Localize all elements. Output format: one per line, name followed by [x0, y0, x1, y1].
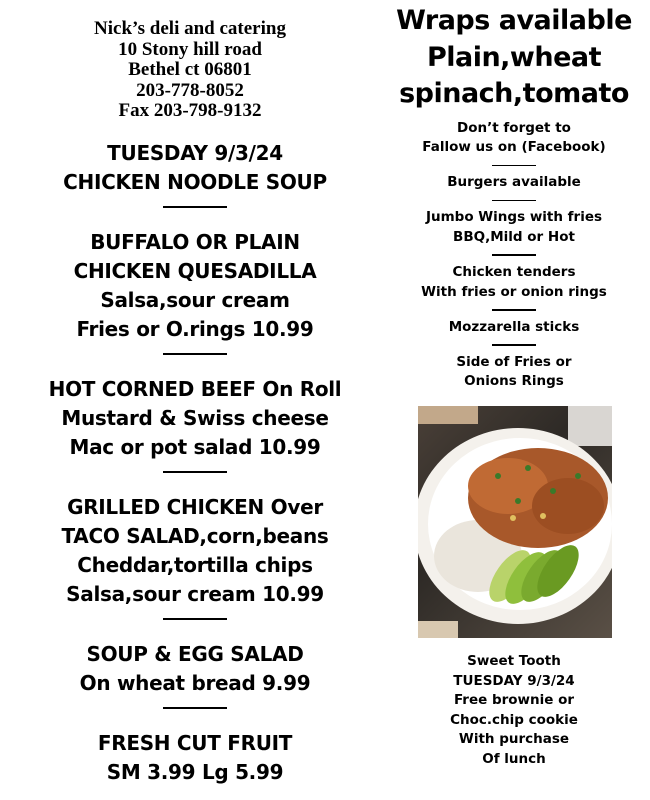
special-line: Mac or pot salad 10.99: [69, 434, 321, 459]
side-line: Onions Rings: [464, 373, 564, 390]
special-line: Salsa,sour cream 10.99: [66, 581, 324, 606]
special-line: CHICKEN QUESADILLA: [73, 258, 317, 283]
side-line: Burgers available: [447, 174, 581, 191]
special-soup-egg-salad: [0, 640, 390, 698]
side-line: BBQ,Mild or Hot: [453, 228, 575, 245]
special-line: GRILLED CHICKEN Over: [67, 494, 323, 519]
special-corned-beef: [0, 375, 390, 462]
side-tenders: [378, 263, 650, 302]
special-line: Mustard & Swiss cheese: [61, 405, 329, 430]
business-city: Bethel ct 06801: [128, 59, 252, 80]
side-line: With fries or onion rings: [421, 283, 607, 300]
wraps-line: Wraps available: [396, 5, 632, 36]
sweet-line: Of lunch: [482, 750, 546, 767]
business-name: Nick’s deli and catering: [94, 18, 286, 39]
divider: [163, 618, 227, 620]
sweet-line: TUESDAY 9/3/24: [453, 672, 575, 689]
business-fax: Fax 203-798-9132: [118, 100, 262, 121]
side-line: Jumbo Wings with fries: [425, 209, 603, 226]
facebook-note: [378, 119, 650, 158]
wraps-line: spinach,tomato: [399, 78, 629, 109]
facebook-line: Fallow us on (Facebook): [422, 139, 606, 156]
sweet-line: Sweet Tooth: [467, 652, 561, 669]
sweet-line: Free brownie or: [453, 692, 575, 709]
special-fruit: [0, 729, 390, 787]
sweet-line: Choc.chip cookie: [450, 711, 578, 728]
special-line: HOT CORNED BEEF On Roll: [48, 376, 342, 401]
business-info: [0, 0, 390, 122]
sweet-tooth-promo: [378, 652, 650, 770]
facebook-line: Don’t forget to: [457, 119, 571, 136]
divider: [163, 206, 227, 208]
special-line: TACO SALAD,corn,beans: [61, 523, 329, 548]
special-line: BUFFALO OR PLAIN: [90, 229, 300, 254]
wraps-line: Plain,wheat: [426, 41, 602, 73]
special-line: SM 3.99 Lg 5.99: [106, 759, 284, 784]
special-line: Salsa,sour cream: [100, 287, 290, 312]
food-photo: [418, 406, 612, 638]
special-quesadilla: [0, 228, 390, 344]
side-line: Mozzarella sticks: [448, 318, 580, 335]
special-soup: [0, 139, 390, 197]
special-line: CHICKEN NOODLE SOUP: [63, 169, 327, 194]
divider: [492, 254, 536, 256]
side-line: Side of Fries or: [456, 353, 572, 370]
special-line: SOUP & EGG SALAD: [86, 641, 304, 666]
side-mozzarella: [378, 318, 650, 338]
special-line: Fries or O.rings 10.99: [76, 316, 314, 341]
special-line: On wheat bread 9.99: [79, 670, 311, 695]
daily-specials-menu: [0, 139, 390, 787]
divider: [163, 353, 227, 355]
food-photo-icon: [418, 406, 612, 638]
business-address: 10 Stony hill road: [118, 38, 262, 60]
wraps-heading: [378, 0, 650, 113]
special-line: TUESDAY 9/3/24: [107, 140, 283, 165]
divider: [163, 707, 227, 709]
special-line: FRESH CUT FRUIT: [97, 730, 293, 755]
right-column: [378, 0, 650, 770]
side-fries: [378, 353, 650, 392]
side-wings: [378, 208, 650, 247]
divider: [163, 471, 227, 473]
side-burgers: [378, 173, 650, 193]
divider: [492, 344, 536, 346]
special-taco-salad: [0, 493, 390, 609]
side-line: Chicken tenders: [452, 263, 576, 280]
business-phone: 203-778-8052: [136, 79, 244, 101]
sweet-line: With purchase: [458, 731, 570, 748]
special-line: Cheddar,tortilla chips: [77, 552, 313, 577]
divider: [492, 200, 536, 202]
divider: [492, 309, 536, 311]
divider: [492, 165, 536, 167]
